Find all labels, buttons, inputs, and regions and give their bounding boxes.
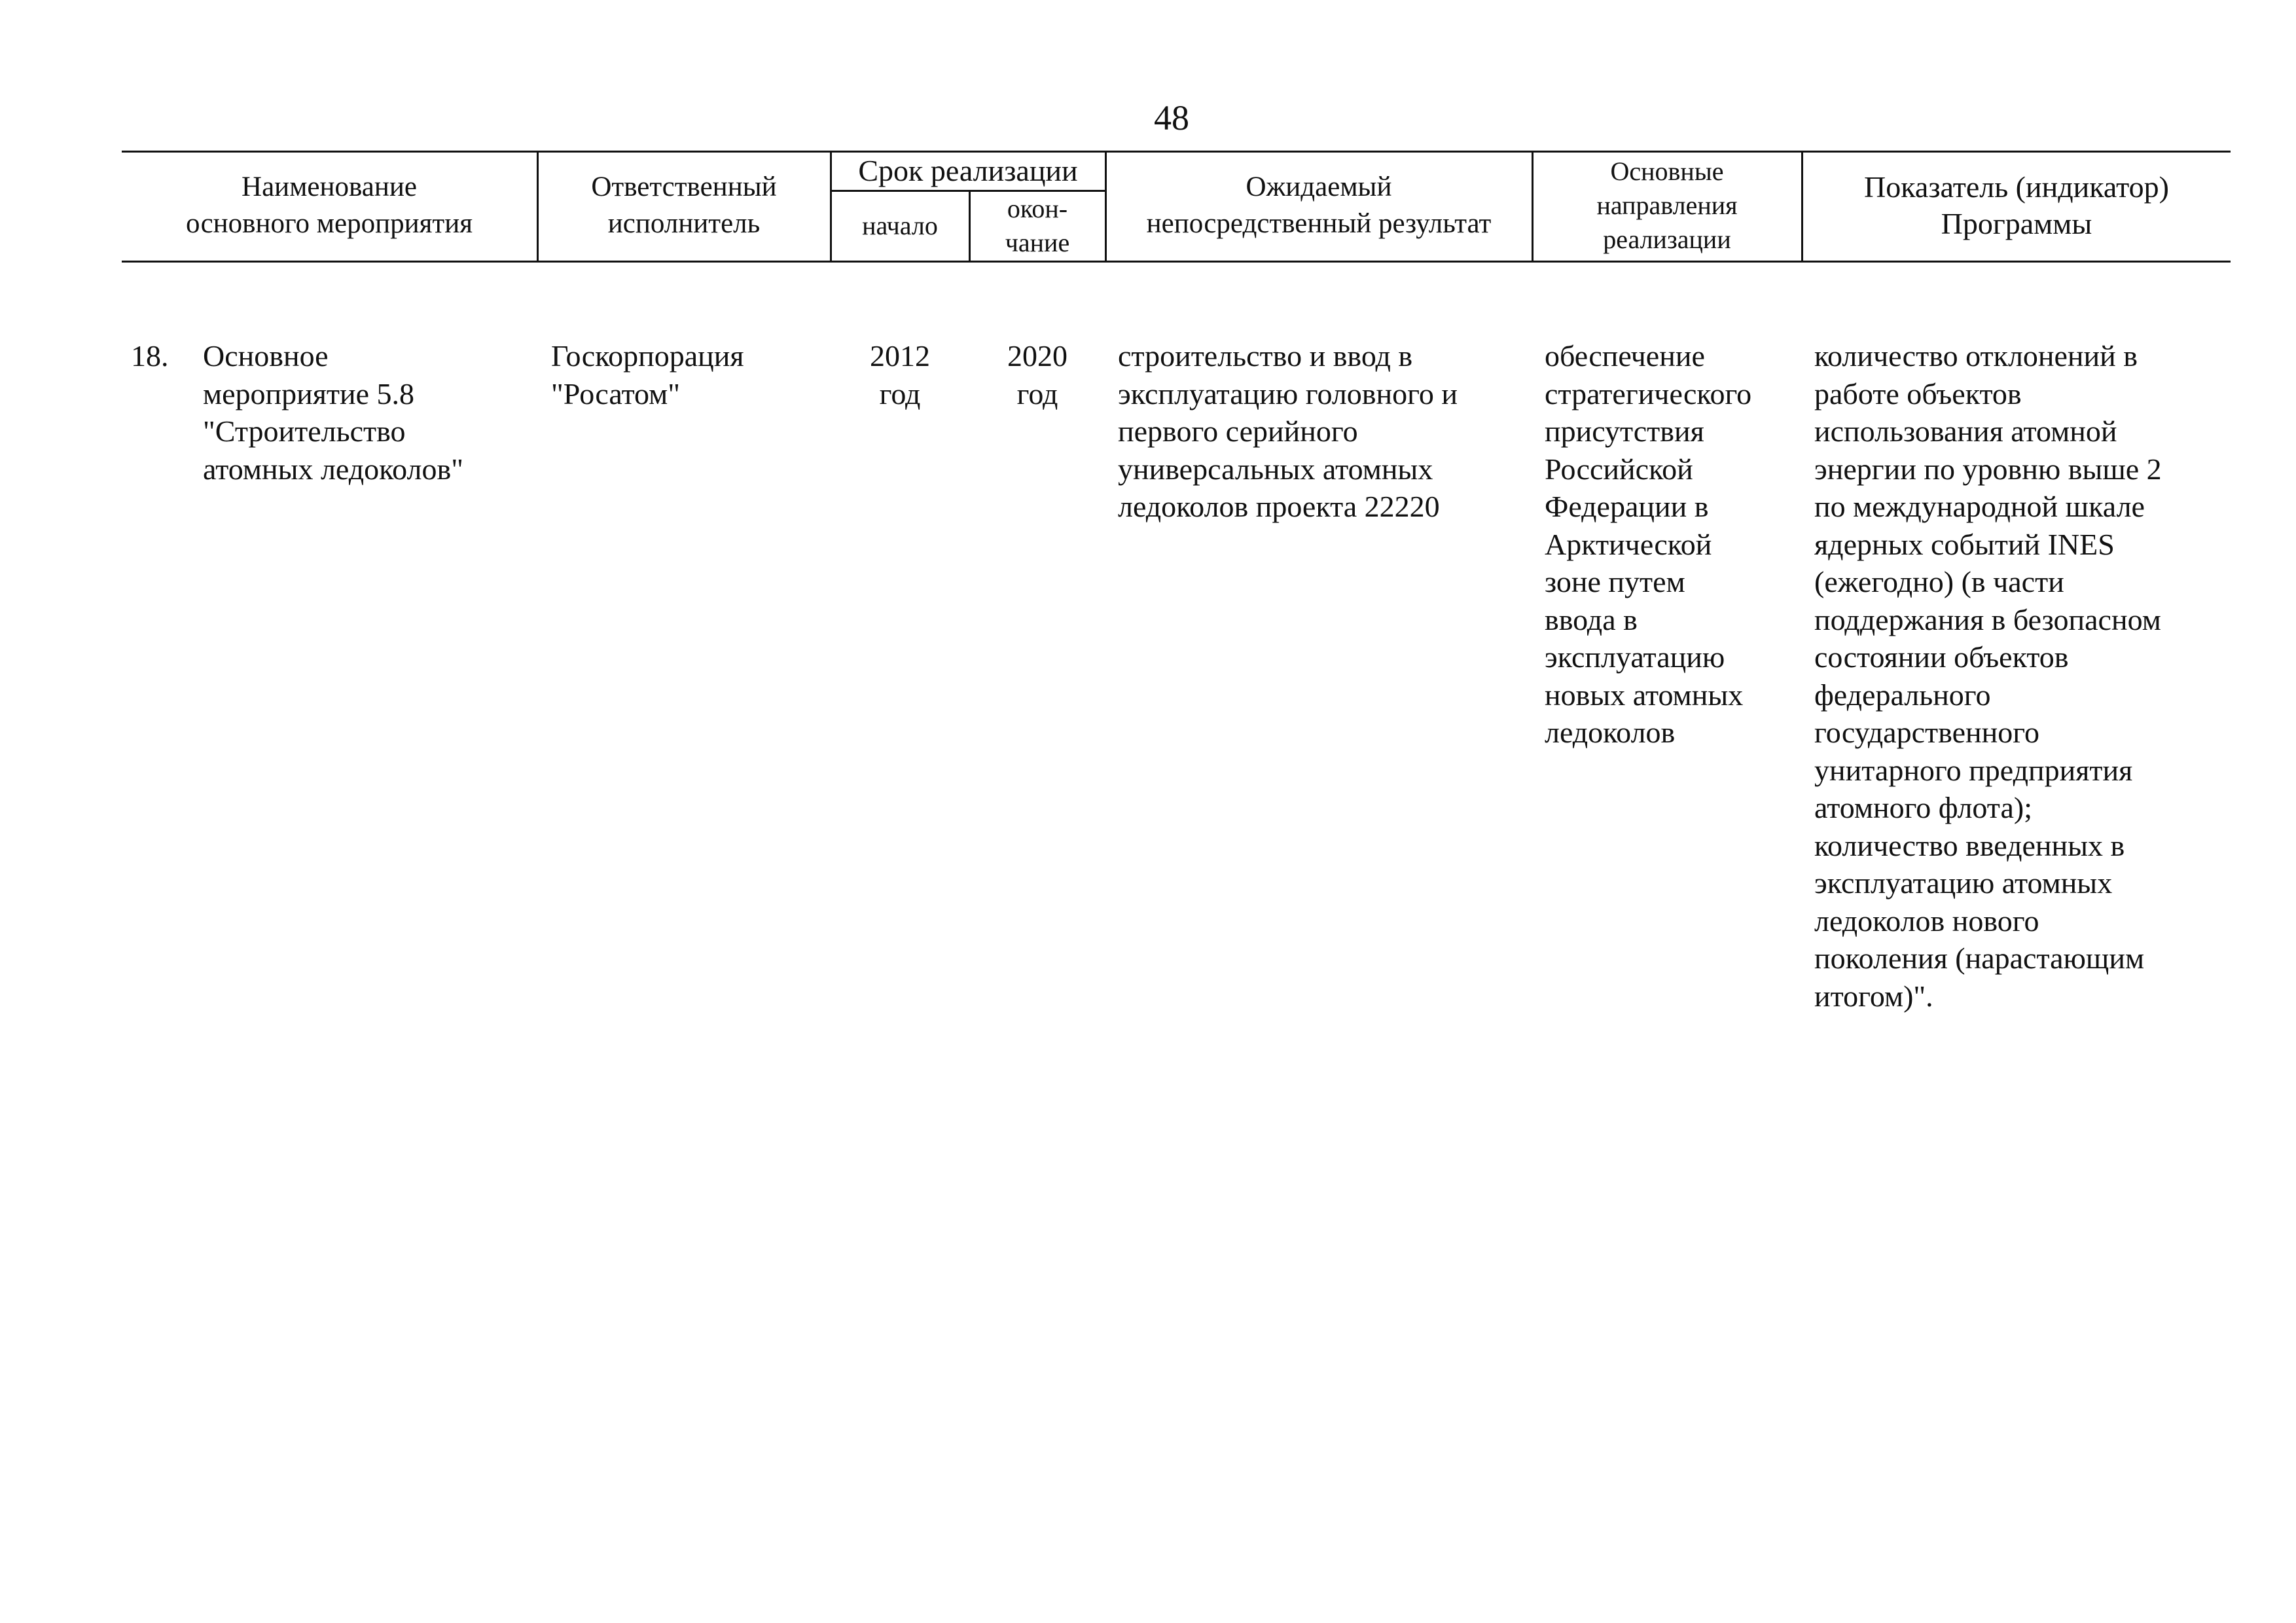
row-number: 18. [131,339,169,373]
header-executor: Ответственный исполнитель [591,172,777,239]
header-result: Ожидаемый непосредственный результат [1146,172,1492,239]
row-indicator: количество отклонений в работе объектов использования атомной энергии по уровню выше 2 по международной шкале ядерных событий INES (ежегодно) (в части поддержания в безопасном состоянии объектов федерального государственного унитарного предприятия атомного флота); количество введенных в эксплуатацию атомных ледоколов нового поколения (нарастающим итогом)". [1814,339,2162,1013]
header-indicator: Показатель (индикатор) Программы [1864,170,2169,240]
header-name: Наименование основного мероприятия [186,172,473,239]
header-start: начало [862,211,938,240]
row-end: 2020 год [1007,339,1067,410]
row-result: строительство и ввод в эксплуатацию головного и первого серийного универсальных атомных ледоколов проекта 22220 [1118,339,1458,523]
header-bottom-rule [122,261,2231,263]
row-executor: Госкорпорация "Росатом" [551,339,744,410]
header-directions: Основные направления реализации [1596,156,1738,254]
header-period: Срок реализации [858,154,1078,187]
row-directions: обеспечение стратегического присутствия Российской Федерации в Арктической зоне путем ввода в эксплуатацию новых атомных ледоколов [1545,339,1752,749]
header-end: окон- чание [1005,194,1070,257]
row-start: 2012 год [870,339,930,410]
page-number: 48 [1154,98,1189,137]
row-name: Основное мероприятие 5.8 "Строительство атомных ледоколов" [203,339,464,486]
